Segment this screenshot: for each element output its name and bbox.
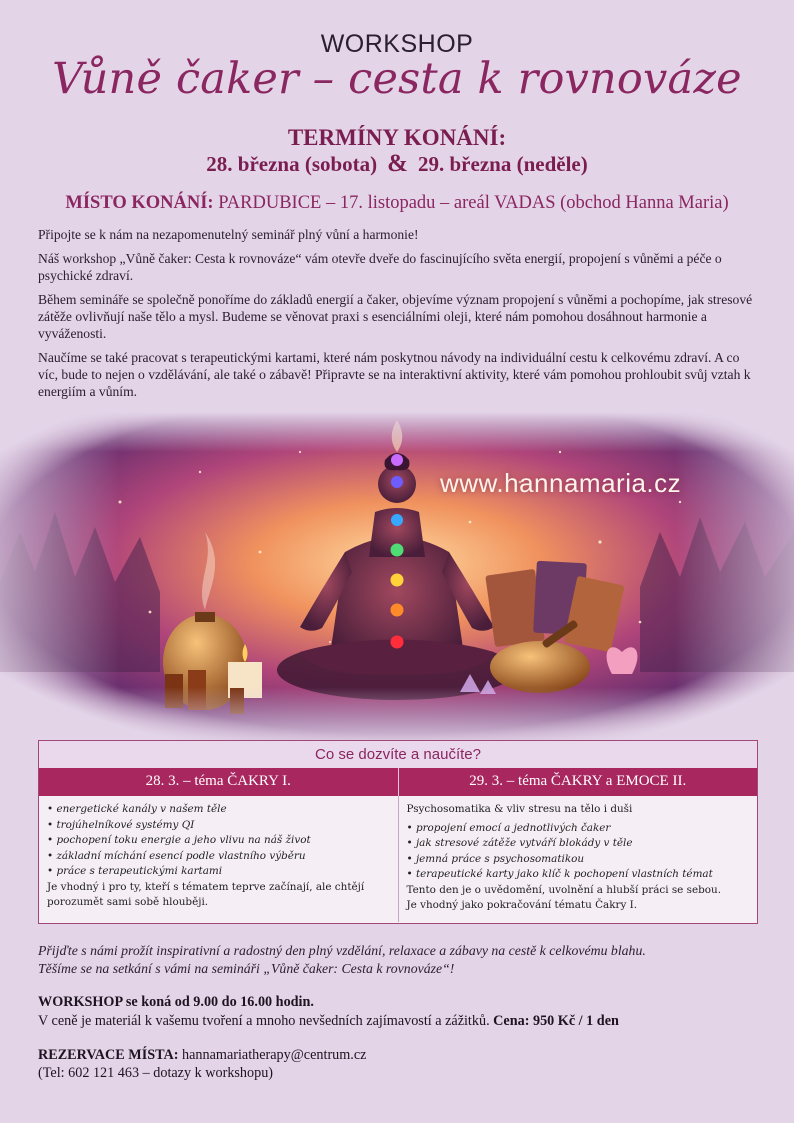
- closing-line: Těšíme se na setkání s vámi na semináři „Vůně čaker: Cesta k rovnováze“!: [38, 961, 455, 976]
- website-url[interactable]: www.hannamaria.cz: [440, 468, 682, 498]
- hours-text: WORKSHOP se koná od 9.00 do 16.00 hodin.: [38, 994, 314, 1010]
- workshop-title: Vůně čaker – cesta k rovnováze: [52, 54, 742, 104]
- materials-text: V ceně je materiál k vašemu tvoření a mnoho nevšedních zajímavostí a zážitků.: [38, 1013, 490, 1029]
- terms-dates: [0, 150, 794, 178]
- list-item: • jak stresové zátěže vytváří blokády v těle: [407, 836, 750, 852]
- intro-paragraph: Naučíme se také pracovat s terapeutickými kartami, které nám poskytnou návody na individuální cestu k celkovému zdraví. A co víc, bude to nejen o vzdělávání, ale také o zábavě! Připravte se na interaktivní aktivity, které vám pomohou prohloubit svůj vztah k energiím a vůním.: [38, 350, 751, 399]
- list-item: • pochopení toku energie a jeho vlivu na náš život: [47, 833, 390, 849]
- day1-column: [39, 796, 399, 922]
- date-saturday: 28. března (sobota): [206, 152, 378, 176]
- reservation-phone: (Tel: 602 121 463 – dotazy k workshopu): [38, 1065, 274, 1081]
- learning-table: [38, 740, 758, 924]
- venue-label: MÍSTO KONÁNÍ:: [65, 193, 214, 213]
- closing-text: [38, 942, 758, 978]
- list-item: • základní míchání esencí podle vlastního výběru: [47, 849, 390, 865]
- day2-note: Tento den je o uvědomění, uvolnění a hlubší práci se sebou.: [406, 883, 722, 896]
- chakra-meditation-illustration: [0, 412, 794, 747]
- meditation-scene: [0, 412, 794, 747]
- reservation-email[interactable]: hannamariatherapy@centrum.cz: [182, 1047, 367, 1063]
- day1-note: Je vhodný i pro ty, kteří s tématem teprve začínají, ale chtějí porozumět sami sobě hlouběji.: [47, 880, 365, 908]
- day2-column: [399, 796, 758, 922]
- date-sunday: 29. března (neděle): [418, 152, 588, 176]
- list-item: • trojúhelníkové systémy QI: [47, 818, 390, 834]
- day1-list: [47, 802, 390, 880]
- list-item: • práce s terapeutickými kartami: [47, 864, 390, 880]
- list-item: • jemná práce s psychosomatikou: [407, 852, 750, 868]
- price-text: Cena: 950 Kč / 1 den: [493, 1013, 619, 1029]
- day2-note: Je vhodný jako pokračování tématu Čakry I.: [406, 899, 638, 911]
- reservation-label: REZERVACE MÍSTA:: [38, 1047, 179, 1063]
- reservation: [38, 1046, 758, 1082]
- closing-line: Přijďte s námi prožít inspirativní a radostný den plný vzdělání, relaxace a zábavy na cestě k celkovému blahu.: [38, 943, 646, 958]
- list-item: • propojení emocí a jednotlivých čaker: [407, 821, 750, 837]
- intro-text: [38, 226, 758, 407]
- learning-table-heading: Co se dozvíte a naučíte?: [39, 741, 757, 768]
- day2-title: 29. 3. – téma ČAKRY a EMOCE II.: [469, 773, 687, 789]
- workshop-hours: [38, 993, 758, 1012]
- reservation-line: [38, 1046, 758, 1064]
- day1-title: 28. 3. – téma ČAKRY I.: [39, 768, 399, 796]
- intro-paragraph: Náš workshop „Vůně čaker: Cesta k rovnováze“ vám otevře dveře do fascinujícího světa energií, propojení s vůněmi a péče o psychické zdraví.: [38, 251, 722, 283]
- learning-table-body: [39, 796, 757, 922]
- price-line: [38, 1012, 758, 1031]
- learning-table-columns: [39, 768, 757, 796]
- workshop-kicker: WORKSHOP: [320, 30, 474, 58]
- list-item: • terapeutické karty jako klíč k pochopení vlastních témat: [407, 867, 750, 883]
- venue-text: PARDUBICE – 17. listopadu – areál VADAS (obchod Hanna Maria): [218, 193, 729, 213]
- list-item: • energetické kanály v našem těle: [47, 802, 390, 818]
- intro-paragraph: Během semináře se společně ponoříme do základů energií a čaker, objevíme význam propojení s vůněmi a pochopíme, jak stresové zátěže ovlivňují naše tělo a mysl. Budeme se věnovat praxi s esenciálními oleji, které nám pomohou dosáhnout harmonie a vyváženosti.: [38, 292, 753, 341]
- terms-heading: TERMÍNY KONÁNÍ:: [287, 125, 507, 150]
- ampersand: &: [387, 150, 408, 177]
- venue-line: [0, 193, 794, 214]
- workshop-info: [38, 993, 758, 1031]
- day2-list: [407, 821, 750, 883]
- intro-paragraph: Připojte se k nám na nezapomenutelný seminář plný vůní a harmonie!: [38, 227, 419, 242]
- day2-intro: Psychosomatika & vliv stresu na tělo i duši: [406, 803, 633, 815]
